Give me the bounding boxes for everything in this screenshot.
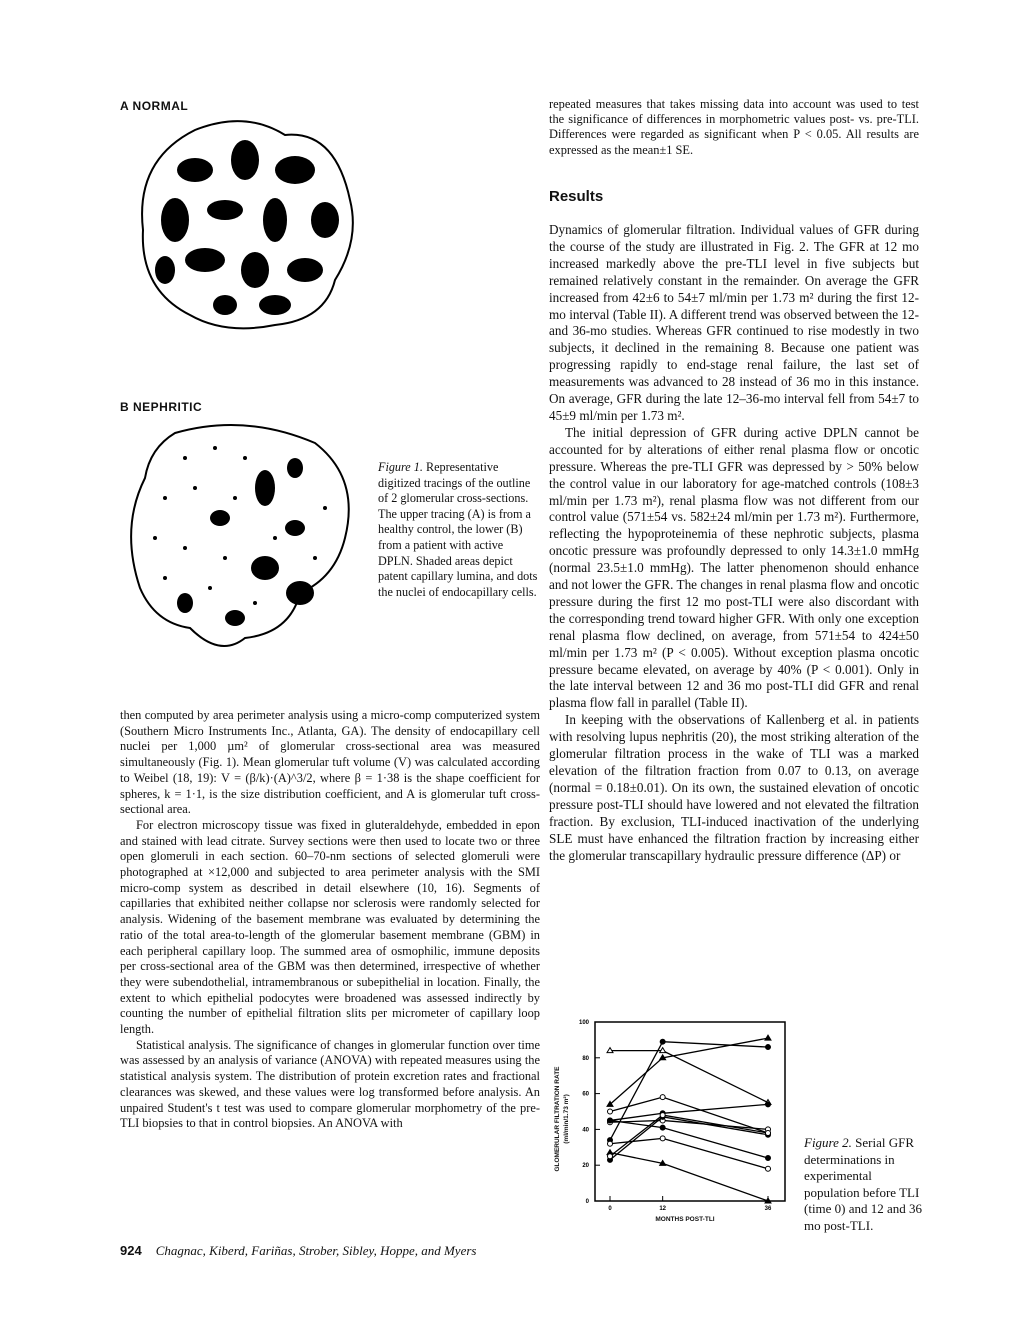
data-point xyxy=(766,1045,771,1050)
y-tick-label: 60 xyxy=(582,1091,589,1098)
y-axis-label xyxy=(542,1050,572,1200)
figure2-caption-text: Serial GFR determinations in experimental population before TLI (time 0) and 12 and 36 mo post-TLI. xyxy=(804,1135,923,1233)
y-axis-units: (ml/min/1.73 m²) xyxy=(563,1094,570,1144)
figure2-caption xyxy=(804,1135,924,1234)
figure1-label-b: B NEPHRITIC xyxy=(120,400,203,414)
data-point xyxy=(608,1118,613,1123)
figure1-nephritic-tracing xyxy=(125,418,365,668)
left-column xyxy=(120,708,540,1132)
y-tick-label: 80 xyxy=(582,1055,589,1062)
chart-svg xyxy=(540,1010,790,1225)
paragraph: repeated measures that takes missing data into account was used to test the significance of differences in morphometric values post- vs. pre-TLI. Differences were regarded as significant when P < 0.05. All results are expressed as the mean±1 SE. xyxy=(549,97,919,157)
figure1-label-a: A NORMAL xyxy=(120,99,189,113)
series-line xyxy=(610,1120,768,1158)
data-point xyxy=(766,1166,771,1171)
paragraph: The initial depression of GFR during active DPLN cannot be accounted for by alterations of either renal plasma flow or oncotic pressure. Whereas the pre-TLI GFR was depressed by > 50% below the control value in our laboratory for age-matched controls (108±3 ml/min per 1.73 m²), renal plasma flow was not different from our control value (571±54 vs. 582±24 ml/min per 1.73 m²). Furthermore, reflecting the hypoproteinemia of these nephrotic subjects, plasma oncotic pressure was profoundly depressed to only 14.3±1.0 mmHg (normal 23.5±1.0 mmHg). The latter phenomenon should enhance and not lower the GFR. The changes in renal plasma flow and oncotic pressure during the first 12 mo post-TLI were also discordant with the corresponding trend toward higher GFR. With only one exception renal plasma flow declined, on average, from 571±54 to 424±50 ml/min per 1.73 m² (P < 0.005). Without exception plasma oncotic pressure became elevated, on average by 40% (P < 0.001). Only in the late interval between 12 and 36 mo post-TLI did GFR and renal plasma flow fall in parallel (Table II). xyxy=(549,424,919,711)
right-column xyxy=(549,222,919,864)
paragraph: Statistical analysis. The significance of changes in glomerular function over time was assessed by an analysis of variance (ANOVA) with repeated measures using the statistical analysis system. The distribution of protein excretion rates and fractional clearances was skewed, and these values were log transformed before analysis. An unpaired Student's t test was used to compare glomerular morphometry of the pre-TLI biopsies to that in control biopsies. An ANOVA with xyxy=(120,1037,540,1131)
data-point xyxy=(608,1109,613,1114)
figure1-caption-title: Figure 1. xyxy=(378,460,423,474)
y-tick-label: 100 xyxy=(578,1020,589,1026)
paragraph: then computed by area perimeter analysis using a micro-comp computerized system (Southern Micro Instruments Inc., Atlanta, GA). The density of endocapillary cell nuclei per 1,000 µm² of glomerular cross-sectional area was measured simultaneously (Fig. 1). Mean glomerular tuft volume (V) was calculated according to Weibel (18, 19): V = (β/k)·(A)^3/2, where β = 1·38 is the shape coefficient for spheres, k = 1·1, is the size distribution coefficient, and A is glomerular tuft cross-sectional area. xyxy=(120,708,540,817)
data-point xyxy=(766,1102,771,1107)
x-tick-label: 0 xyxy=(608,1206,612,1212)
series-line xyxy=(610,1038,768,1104)
data-point xyxy=(660,1113,665,1118)
right-top xyxy=(549,97,919,158)
data-point xyxy=(608,1154,613,1159)
paragraph: For electron microscopy tissue was fixed in gluteraldehyde, embedded in epon and stained with lead citrate. Survey sections were then used to locate two or three open glomeruli in each section. 60–70-nm sections of selected glomeruli were photographed at ×12,000 and subjected to area perimeter analysis with the SMI micro-comp system as described in detail elsewhere (10, 16). Segments of capillaries that exhibited neither collapse nor sclerosis were randomly selected for analysis. Widening of the basement membrane was evaluated by determining the ratio of the total area-to-length of the glomerular basement membrane (GBM) in each peripheral capillary loop. The summed area of osmophilic, immune deposits per cross-sectional area of the GBM was then determined, irrespective of whether they were subendothelial, intramembranous or subepithelial in location. Finally, the extent to which epithelial podocytes were broadened was assessed indirectly by counting the number of epithelial filtration slits per micrometer of capillary loop length. xyxy=(120,817,540,1037)
results-heading: Results xyxy=(549,188,604,205)
y-tick-label: 20 xyxy=(582,1163,589,1170)
y-axis-label-text xyxy=(553,1044,571,1194)
paragraph: In keeping with the observations of Kallenberg et al. in patients with resolving lupus nephritis (20), the most striking alteration of the glomerular filtration process in the wake of TLI was a marked elevation of the filtration fraction from 0.07 to 0.13, on average (normal = 0.18±0.01). On its own, the sustained elevation of oncotic pressure post-TLI should have lowered and not elevated the filtration fraction. By exclusion, TLI-induced inactivation of the underlying SLE must have enhanced the filtration fraction by increasing either the glomerular transcapillary hydraulic pressure difference (ΔP) or xyxy=(549,712,919,863)
figure1-caption xyxy=(378,460,538,600)
data-point xyxy=(660,1095,665,1100)
x-axis-title: MONTHS POST-TLI xyxy=(655,1216,715,1223)
authors: Chagnac, Kiberd, Fariñas, Strober, Sibley, Hoppe, and Myers xyxy=(155,1243,477,1258)
series-line xyxy=(610,1153,768,1201)
data-point xyxy=(766,1156,771,1161)
data-point xyxy=(660,1136,665,1141)
x-tick-label: 36 xyxy=(764,1206,772,1212)
data-point xyxy=(660,1039,665,1044)
paragraph: Dynamics of glomerular filtration. Individual values of GFR during the course of the study are illustrated in Fig. 2. The GFR at 12 mo increased markedly above the pre-TLI level in five subjects but remained relatively constant in the remainder. On average the GFR increased from 42±6 to 54±7 ml/min per 1.73 m² during the first 12-mo interval (Table II). A different trend was observed between the 12- and 36-mo studies. Whereas GFR continued to rise modestly in two subjects, it declined in the remaining 8. Because one patient was progressing rapidly to end-stage renal failure, the last set of measurements was advanced to 28 instead of 36 mo in this instance. On average, GFR during the late 12–36-mo interval fell from 54±7 to 45±9 ml/min per 1.73 m². xyxy=(549,222,919,423)
data-point xyxy=(765,1035,771,1040)
data-point xyxy=(608,1141,613,1146)
data-point xyxy=(660,1125,665,1130)
footer xyxy=(120,1243,476,1259)
figure1-caption-text: Representative digitized tracings of the outline of 2 glomerular cross-sections. The upper tracing (A) is from a healthy control, the lower (B) from a patient with active DPLN. Shaded areas depict patent capillary lumina, and dots the nuclei of endocapillary cells. xyxy=(378,460,538,599)
series-line xyxy=(610,1138,768,1168)
data-point xyxy=(766,1130,771,1135)
figure2-chart xyxy=(540,1010,790,1230)
y-tick-label: 40 xyxy=(582,1127,589,1134)
y-tick-label: 0 xyxy=(585,1199,589,1205)
figure1-normal-tracing xyxy=(135,110,360,340)
y-axis-title: GLOMERULAR FILTRATION RATE xyxy=(554,1066,561,1172)
page-number: 924 xyxy=(120,1243,142,1258)
figure2-caption-title: Figure 2. xyxy=(804,1135,852,1150)
x-tick-label: 12 xyxy=(659,1206,667,1212)
